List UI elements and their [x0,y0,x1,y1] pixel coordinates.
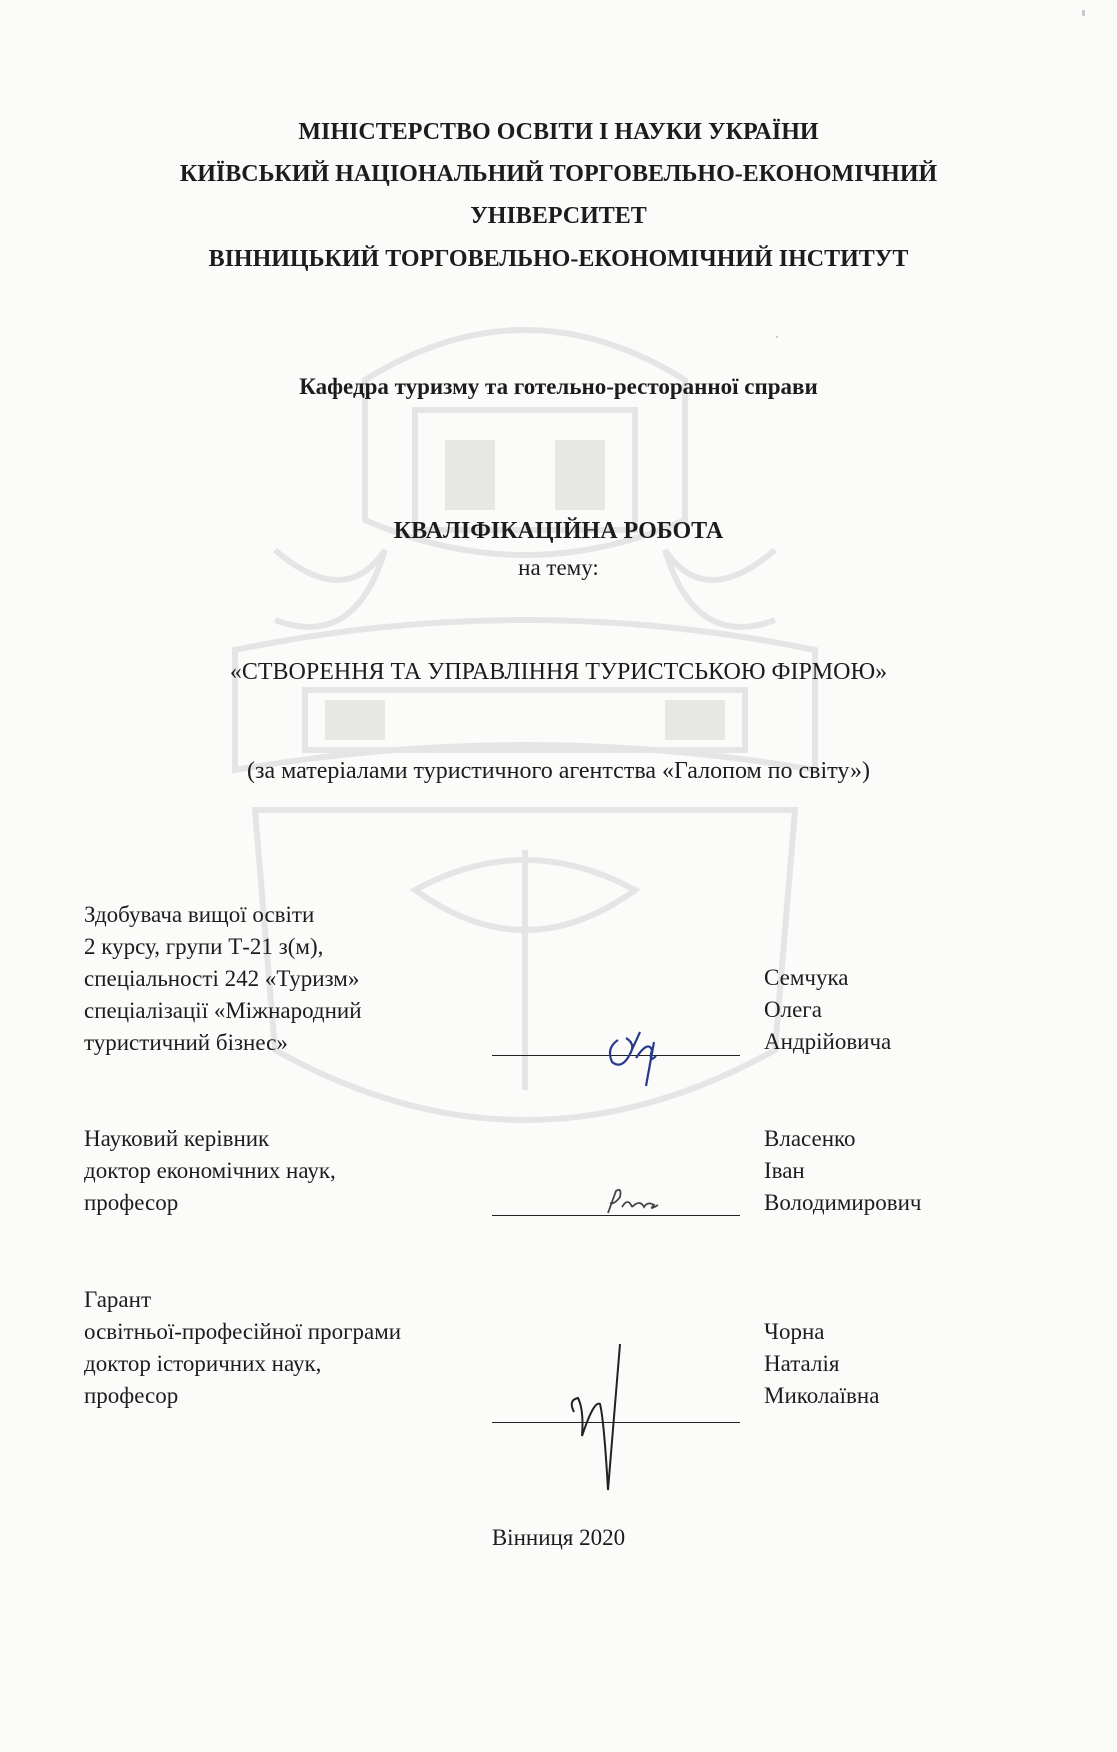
student-role-line: спеціальності 242 «Туризм» [84,966,360,991]
guarantor-surname: Чорна [764,1319,825,1344]
department-name: Кафедра туризму та готельно-ресторанної справи [299,374,818,399]
guarantor-patronymic: Миколаївна [764,1383,880,1408]
work-type-heading: КВАЛІФІКАЦІЙНА РОБОТА [393,518,724,544]
institute-heading: ВІННИЦЬКИЙ ТОРГОВЕЛЬНО-ЕКОНОМІЧНИЙ ІНСТИТУТ [208,246,909,272]
student-signature [596,1010,676,1090]
guarantor-role [84,1284,401,1412]
supervisor-first-name: Іван [764,1158,805,1183]
student-role-line: 2 курсу, групи Т-21 з(м), [84,934,324,959]
supervisor-surname: Власенко [764,1126,856,1151]
guarantor-first-name: Наталія [764,1351,840,1376]
supervisor-role-line: Науковий керівник [84,1126,270,1151]
student-role-line: туристичний бізнес» [84,1030,288,1055]
thesis-subtitle: (за матеріалами туристичного агентства «Галопом по світу») [247,758,870,784]
scan-speck [776,336,778,338]
supervisor-name [764,1123,921,1219]
on-theme-label: на тему: [518,555,599,580]
guarantor-role-line: Гарант [84,1287,152,1312]
student-first-name: Олега [764,997,822,1022]
supervisor-signature [600,1185,680,1221]
guarantor-signature [560,1340,640,1500]
ministry-heading: МІНІСТЕРСТВО ОСВІТИ І НАУКИ УКРАЇНИ [298,119,819,145]
thesis-title: «СТВОРЕННЯ ТА УПРАВЛІННЯ ТУРИСТСЬКОЮ ФІРМОЮ» [229,659,888,685]
student-role-line: Здобувача вищої освіти [84,902,315,927]
supervisor-patronymic: Володимирович [764,1190,922,1215]
guarantor-role-line: освітньої-професійної програми [84,1319,402,1344]
supervisor-role-line: професор [84,1190,179,1215]
university-heading-line1: КИЇВСЬКИЙ НАЦІОНАЛЬНИЙ ТОРГОВЕЛЬНО-ЕКОНОМІЧНИЙ [179,161,938,187]
student-surname: Семчука [764,965,849,990]
university-heading-line2: УНІВЕРСИТЕТ [470,203,647,229]
guarantor-name [764,1316,879,1412]
city-year: Вінниця 2020 [491,1525,626,1550]
supervisor-role-line: доктор економічних наук, [84,1158,336,1183]
scan-speck [1082,10,1085,16]
student-role [84,899,362,1059]
student-name [764,962,891,1058]
supervisor-role [84,1123,336,1219]
guarantor-role-line: доктор історичних наук, [84,1351,322,1376]
student-role-line: спеціалізації «Міжнародний [84,998,362,1023]
student-patronymic: Андрійовича [764,1029,892,1054]
guarantor-role-line: професор [84,1383,179,1408]
